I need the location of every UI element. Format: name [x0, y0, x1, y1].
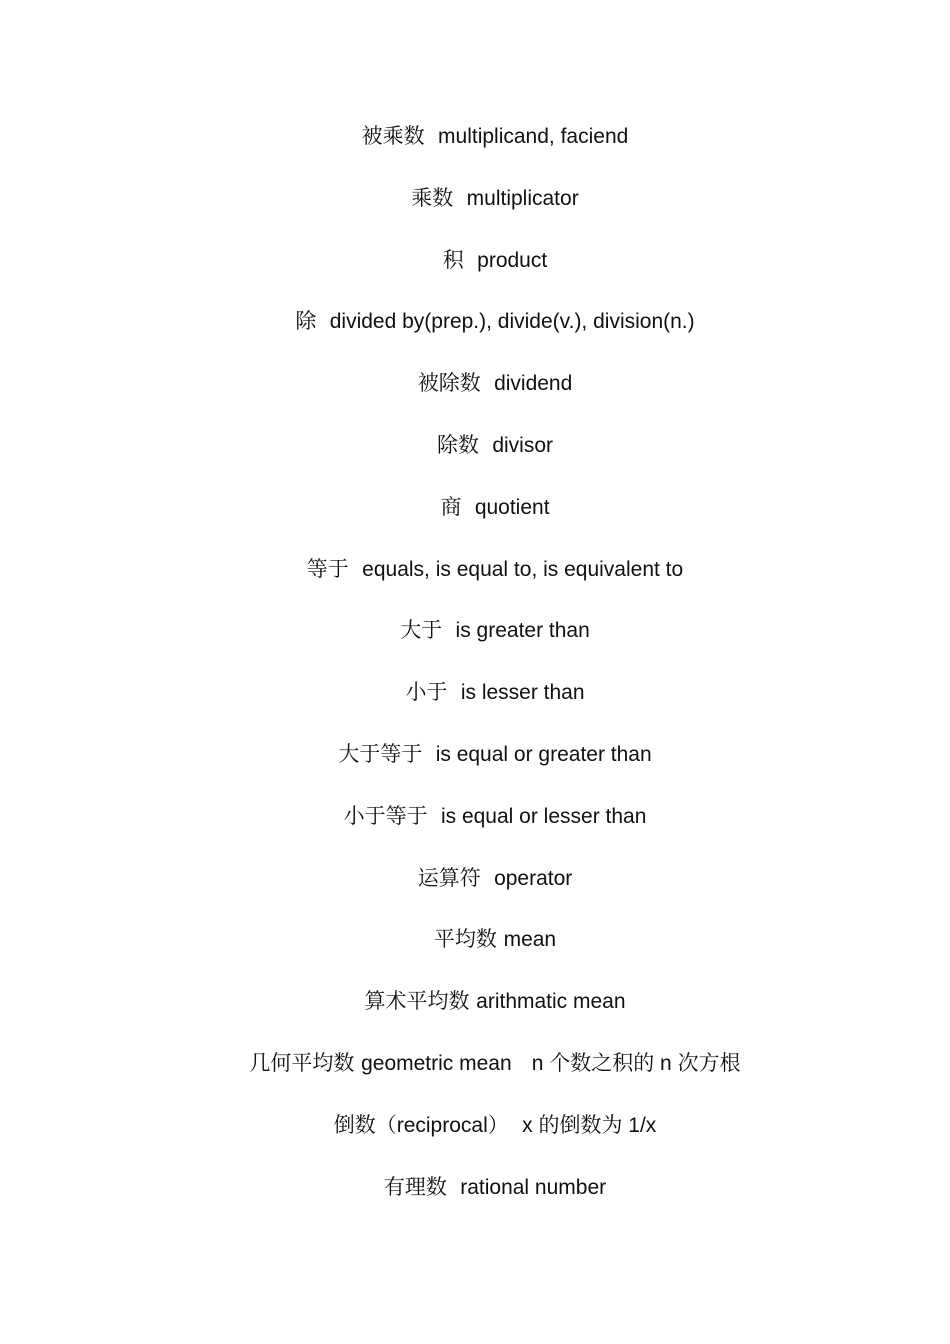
term-english: operator — [494, 866, 573, 890]
term-english: geometric mean — [361, 1051, 512, 1075]
glossary-entry — [0, 303, 950, 365]
term-english: rational number — [460, 1175, 607, 1199]
term-chinese: 平均数 — [433, 927, 497, 952]
term-chinese: 算术平均数 — [364, 989, 470, 1014]
term-chinese: 倒数 — [333, 1112, 376, 1137]
glossary-entry — [0, 118, 950, 180]
glossary-entry — [0, 1107, 950, 1169]
glossary-entry — [0, 489, 950, 551]
glossary-entry — [0, 921, 950, 983]
glossary-entry — [0, 674, 950, 736]
term-english: divided by(prep.), divide(v.), division(n.) — [329, 310, 695, 334]
term-english: is equal or lesser than — [440, 804, 647, 828]
term-chinese: 积 — [442, 247, 464, 272]
term-chinese: 除 — [295, 309, 317, 334]
glossary-entry — [0, 983, 950, 1045]
glossary-entry — [0, 180, 950, 242]
term-chinese: 被乘数 — [361, 124, 425, 148]
glossary-entry — [0, 242, 950, 304]
term-english: equals, is equal to, is equivalent to — [362, 557, 684, 581]
glossary-entry — [0, 365, 950, 427]
term-english: is equal or greater than — [435, 742, 652, 766]
term-english: mean — [503, 928, 557, 952]
term-chinese: 乘数 — [411, 185, 454, 210]
glossary-entry — [0, 427, 950, 489]
term-chinese: 小于等于 — [343, 803, 428, 828]
term-english: product — [477, 248, 548, 272]
glossary-entry — [0, 1045, 950, 1107]
term-note: n 个数之积的 n 次方根 — [531, 1051, 741, 1075]
term-chinese: 等于 — [306, 556, 349, 581]
glossary-entry — [0, 1169, 950, 1231]
term-english: arithmatic mean — [476, 990, 626, 1014]
term-chinese: 大于等于 — [338, 741, 423, 766]
glossary-entry — [0, 612, 950, 674]
term-english: quotient — [474, 495, 550, 519]
term-chinese: 大于 — [400, 618, 443, 643]
term-chinese: 除数 — [436, 432, 479, 457]
term-chinese: 小于 — [405, 680, 448, 705]
term-chinese: 几何平均数 — [249, 1050, 355, 1075]
term-chinese: 运算符 — [417, 865, 481, 890]
glossary-entry — [0, 798, 950, 860]
term-english: multiplicand, faciend — [438, 125, 629, 148]
term-english: multiplicator — [466, 186, 579, 210]
term-note: x 的倒数为 1/x — [522, 1113, 657, 1137]
glossary-list — [0, 118, 950, 1230]
term-english: is greater than — [455, 619, 590, 643]
term-english: （reciprocal） — [375, 1113, 509, 1137]
term-english: is lesser than — [460, 681, 585, 705]
term-english: divisor — [492, 433, 554, 457]
term-english: dividend — [494, 372, 573, 396]
term-chinese: 被除数 — [417, 371, 481, 396]
glossary-entry — [0, 860, 950, 922]
glossary-entry — [0, 736, 950, 798]
term-chinese: 商 — [440, 494, 462, 519]
glossary-entry — [0, 551, 950, 613]
term-chinese: 有理数 — [383, 1174, 447, 1199]
